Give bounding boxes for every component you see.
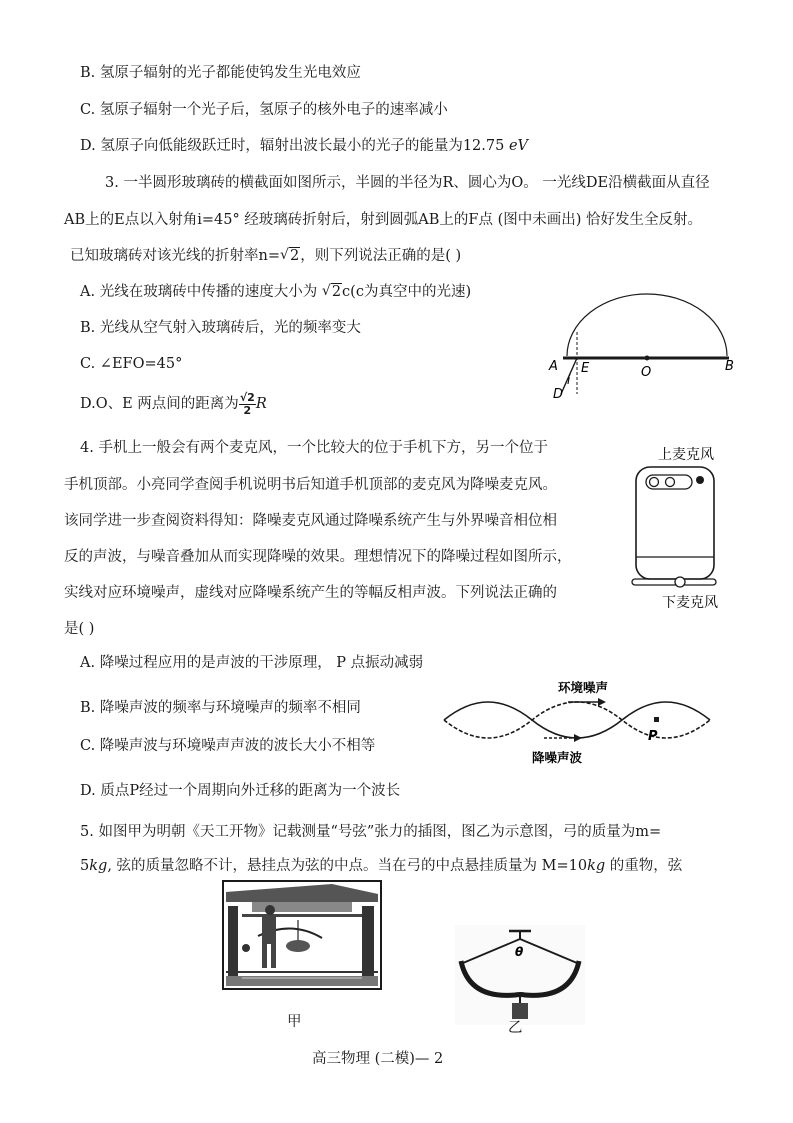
- label-e: E: [581, 361, 590, 376]
- weight-block: [512, 1003, 528, 1019]
- woodcut-illustration: [222, 880, 382, 990]
- q4-stem-line4: 反的声波，与噪音叠加从而实现降噪的效果。理想情况下的降噪过程如图所示，: [64, 549, 572, 565]
- bottom-mic-icon: [675, 577, 685, 587]
- semicircle-figure: [545, 290, 745, 400]
- q3-option-c: C. ∠EFO=45°: [80, 356, 183, 372]
- q3-option-a-radicand: 2: [331, 284, 342, 300]
- q5-weight-unit: kg: [587, 858, 606, 874]
- q3-stem-line2: AB上的E点以入射角i=45° 经玻璃砖折射后，射到圆弧AB上的F点 (图中未画出) 恰好发生全反射。: [64, 212, 703, 228]
- q5-stem2-end: 的重物，弦: [605, 858, 683, 874]
- q2-option-b: B. 氢原子辐射的光子都能使钨发生光电效应: [80, 65, 361, 81]
- label-a: A: [549, 359, 558, 374]
- label-env-noise: 环境噪声: [558, 680, 609, 695]
- q3-option-d-post: R: [255, 396, 267, 413]
- fraction: [239, 392, 256, 416]
- q3-stem3-radicand: 2: [290, 248, 300, 264]
- q5-mass-value: 5: [80, 858, 90, 874]
- q3-stem3-pre: 已知玻璃砖对该光线的折射率n=: [70, 248, 280, 264]
- q5-mass-unit: kg: [89, 858, 108, 874]
- q2-option-c: C. 氢原子辐射一个光子后，氢原子的核外电子的速率减小: [80, 102, 448, 118]
- sqrt-symbol: [322, 284, 342, 301]
- sqrt-symbol: [280, 248, 300, 265]
- q5-stem2-middle: , 弦的质量忽略不计，悬挂点为弦的中点。当在弓的中点悬挂质量为 M=10: [107, 858, 588, 874]
- label-i: i: [567, 373, 571, 387]
- phone-figure: [620, 445, 730, 613]
- fraction-denominator: 2: [243, 403, 252, 417]
- q4-option-b: B. 降噪声波的频率与环境噪声的频率不相同: [80, 700, 361, 716]
- q4-stem-line1: 4. 手机上一般会有两个麦克风，一个比较大的位于手机下方，另一个位于: [80, 440, 548, 456]
- q3-option-d-pre: D.O、E 两点间的距离为: [80, 396, 239, 413]
- q4-stem-line2: 手机顶部。小亮同学查阅手机说明书后知道手机顶部的麦克风为降噪麦克风。: [64, 477, 557, 493]
- point-p-marker: [654, 717, 659, 722]
- env-arrow-head: [598, 698, 606, 706]
- q3-option-a: [80, 284, 471, 301]
- label-theta: θ: [515, 945, 524, 959]
- q3-option-a-pre: A. 光线在玻璃砖中传播的速度大小为: [80, 284, 318, 300]
- q3-option-d: [80, 392, 267, 416]
- env-noise-wave: [444, 702, 710, 738]
- q2-option-d-text: D. 氢原子向低能级跃迁时，辐射出波长最小的光子的能量为12.75: [80, 138, 505, 154]
- q3-stem-line1: 3. 一半圆形玻璃砖的横截面如图所示，半圆的半径为R、圆心为O。 一光线DE沿横截面从直径: [105, 175, 710, 191]
- cancel-arrow-head: [574, 734, 582, 742]
- q2-option-d-unit: eV: [508, 138, 529, 154]
- phone-body: [636, 467, 714, 579]
- label-cancel-noise: 降噪声波: [532, 750, 583, 765]
- label-bottom-mic: 下麦克风: [662, 595, 718, 611]
- q2-option-d: [80, 138, 528, 155]
- label-p: P: [648, 729, 658, 744]
- fraction-numerator: √2: [239, 391, 255, 404]
- bottom-mic-bar: [632, 579, 716, 585]
- q5-stem-line2: [80, 858, 682, 875]
- camera-icon: [666, 478, 675, 487]
- page-footer: 高三物理 (二模)— 2: [312, 1051, 444, 1067]
- camera-icon: [650, 478, 659, 487]
- label-jia: 甲: [287, 1014, 302, 1030]
- q3-option-a-post: c(c为真空中的光速): [342, 284, 472, 300]
- q4-stem-line6: 是( ): [64, 621, 95, 637]
- q4-stem-line5: 实线对应环境噪声，虚线对应降噪系统产生的等幅反相声波。下列说法正确的: [64, 585, 557, 601]
- q3-option-b: B. 光线从空气射入玻璃砖后，光的频率变大: [80, 320, 361, 336]
- cancel-noise-wave: [444, 702, 710, 738]
- label-yi: 乙: [508, 1020, 523, 1036]
- wave-figure: [440, 678, 715, 768]
- label-o: O: [641, 365, 652, 380]
- q4-option-c: C. 降噪声波与环境噪声声波的波长大小不相等: [80, 738, 376, 754]
- label-b: B: [725, 359, 734, 374]
- bow-diagram: [455, 925, 585, 1025]
- q5-stem-line1: 5. 如图甲为明朝《天工开物》记载测量“号弦”张力的插图，图乙为示意图，弓的质量为m=: [80, 824, 662, 840]
- center-point: [645, 356, 650, 361]
- q3-stem3-post: ，则下列说法正确的是( ): [300, 248, 462, 264]
- semicircle-arc: [567, 294, 727, 356]
- label-top-mic: 上麦克风: [658, 447, 714, 463]
- label-d: D: [553, 387, 564, 400]
- q3-stem-line3: [70, 248, 461, 265]
- q4-option-a: A. 降噪过程应用的是声波的干涉原理， P 点振动减弱: [80, 655, 424, 671]
- q4-stem-line3: 该同学进一步查阅资料得知：降噪麦克风通过降噪系统产生与外界噪音相位相: [64, 513, 557, 529]
- q4-option-d: D. 质点P经过一个周期向外迁移的距离为一个波长: [80, 783, 401, 799]
- top-mic-icon: [696, 476, 704, 484]
